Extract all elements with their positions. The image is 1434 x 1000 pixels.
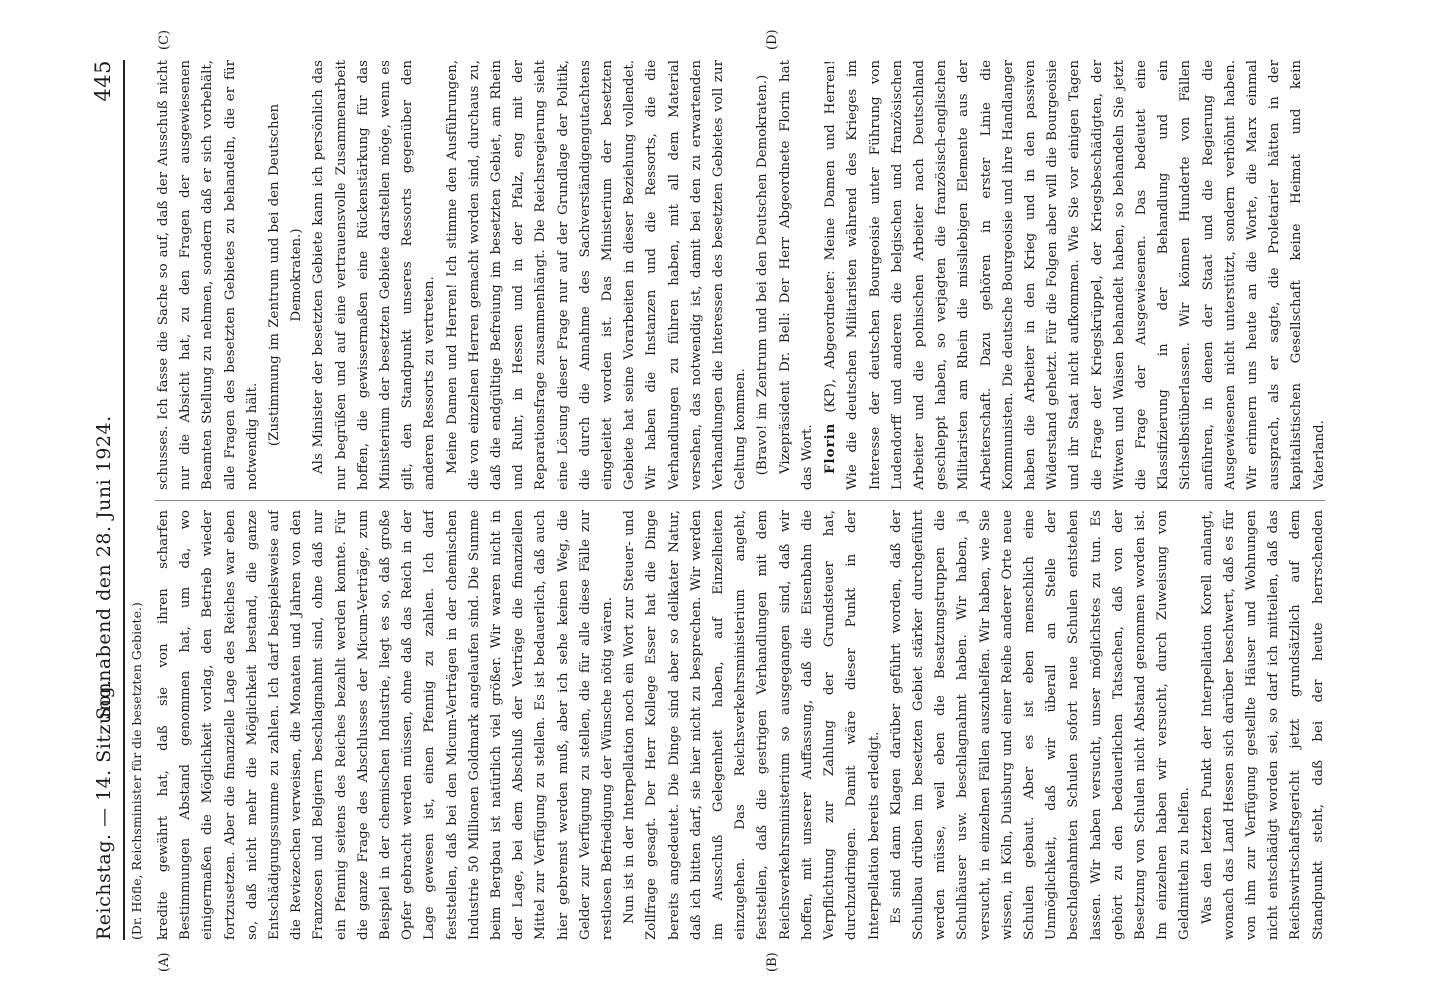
header-date: Sonnabend den 28. Juni 1924. [93,415,115,720]
paragraph [886,510,1197,940]
page-header [85,60,125,940]
paragraph [308,60,441,490]
speaker-subheading: (Dr. Höfle, Reichsminister für die besetzten Gebiete.) [129,602,144,940]
paragraph [153,60,264,490]
paragraph-text: schusses. Ich fasse die Sache so auf, daß der Ausschuß nicht nur die Absicht hat, zu den Fragen der ausgewiesenen Beamten Stellung zu nehmen, sondern daß er sich vorbehält, alle Fragen des besetzten Gebietes zu behandeln, die er für notwendig hält. [156,60,260,490]
paragraph-text: (KP), Abgeordneter: Meine Damen und Herren! Wie die deutschen Militaristen während des Krieges im Interesse der deutschen Bourgeoisie unter Führung von Ludendorff und anderen die belgischen und französischen Arbeiter und die polnischen Arbeiter nach Deutschland geschleppt haben, so verjagten die französisch-englischen Militaristen am Rhein die missliebigen Elemente aus der Arbeiterschaft. Dazu gehören in erster Linie die Kommunisten. Die deutsche Bourgeoisie und ihre Handlanger haben die Arbeiter in den Krieg und in den passiven Widerstand gehetzt. Für die Folgen aber will die Bourgeoisie und ihr Staat nicht aufkommen. Wie Sie vor einigen Tagen die Frage der Kriegskrüppel, der Kriegsbeschädigten, der Witwen und Waisen behandelt haben, so behandeln Sie jetzt die Frage der Ausgewiesenen. Das bedeutet eine Klassifizierung in der Behandlung und ein Sichselbstüberlassen. Wir können Hunderte von Fällen anführen, in denen der Staat und die Regierung die Ausgewiesenen nicht unterstützt, sondern verhöhnt haben. Wir erinnern uns heute an die Worte, die Marx einmal aussprach, als er sagte, die Proletarier hätten in der kapitalistischen Gesellschaft keine Heimat und kein Vaterland. [823,60,1327,490]
paragraph [1331,60,1333,490]
paragraph [775,60,819,490]
paragraph-text: Vizepräsident Dr. Bell: Der Herr Abgeordnete Florin hat das Wort. [777,60,815,490]
speaker-name: Florin [822,422,839,474]
paragraph-text: Nun ist in der Interpellation noch ein Wort zur Steuer- und Zollfrage gesagt. Der Herr Kollege Esser hat die Dinge bereits angedeutet. Die Dinge sind aber so delikater Natur, daß ich bitten darf, sie hier nicht zu besprechen. Wir werden im Ausschuß Gelegenheit haben, auf Einzelheiten einzugehen. Das Reichsverkehrsministerium angeht, feststellen, daß die gestrigen Verhandlungen mit dem Reichsverkehrsministerium so ausgegangen sind, daß wir hoffen, mit unserer Auffassung, daß die Eisenbahn die Verpflichtung zur Zahlung der Grundsteuer hat, durchzudringen. Damit wäre dieser Punkt in der Interpellation bereits erledigt. [622,510,882,940]
paragraph-text: (Bravo! im Zentrum und bei den Deutschen Demokraten.) [755,74,771,476]
paragraph-text: kredite gewährt hat, daß sie von ihren scharfen Bestimmungen Abstand genommen hat, um da, wo einigermaßen die Möglichkeit vorlag, den Betrieb wieder fortzusetzen. Aber die finanzielle Lage des Reiches war eben so, daß nicht mehr die Möglichkeit bestand, die ganze Entschädigungssumme zu zahlen. Ich darf beispielsweise auf die Reviezechen verweisen, die Monaten und Jahren von den Franzosen und Belgiern beschlagnahmt sind, ohne daß nur ein Pfennig seitens des Reiches bezahlt werden konnte. Für die ganze Frage des Abschlusses der Micum-Verträge, zum Beispiel in der chemischen Industrie, liegt es so, daß große Opfer gebracht werden müssen, ohne daß das Reich in der Lage gewesen ist, einen Pfennig zu zahlen. Ich darf feststellen, daß bei den Micum-Verträgen in der chemischen Industrie 50 Millionen Goldmark angelaufen sind. Die Summe beim Bergbau ist natürlich viel größer. Wir waren nicht in der Lage, bei dem Abschluß der Verträge die finanziellen Mittel zur Verfügung zu stellen. Es ist bedauerlich, daß auch hier gebremst werden muß, aber ich sehe keinen Weg, die Gelder zur Verfügung zu stellen, die für alle diese Fälle zur restlosen Befriedigung der Wünsche nötig wären. [156,510,616,940]
paragraph [153,510,619,940]
page-number: 445 [91,60,115,102]
paragraph-text: Als Minister der besetzten Gebiete kann ich persönlich das nur begrüßen und auf eine vertrauensvolle Zusammenarbeit hoffen, die gewissermaßen eine Rückenstärkung für das Ministerium der besetzten Gebiete darstellen möge, wenn es gilt, den Standpunkt unseres Ressorts gegenüber den anderen Ressorts zu vertreten. [311,60,438,490]
paragraph [619,510,885,940]
right-text-column [153,60,1333,490]
paragraph [264,60,308,490]
rotated-document-page [65,20,1355,980]
margin-mark-a: (A) [157,952,172,972]
paragraph [752,60,774,490]
margin-mark-c: (C) [157,29,172,50]
paragraph [442,60,753,490]
left-text-column [153,510,1333,940]
margin-mark-b: (B) [765,952,780,972]
paragraph [1197,510,1333,940]
paragraph-text: Meine Damen und Herren! Ich stimme den Ausführungen, die von einzelnen Herren gemacht worden sind, durchaus zu, daß die endgültige Befreiung im besetzten Gebiet, am Rhein und Ruhr, in Hessen und in der Pfalz, eng mit der Reparationsfrage zusammenhängt. Die Reichsregierung sieht eine Lösung dieser Frage nur auf der Grundlage der Politik, die durch die Annahme des Sachverständigengutachtens eingeleitet worden ist. Das Ministerium der besetzten Gebiete hat seine Vorarbeiten in dieser Beziehung vollendet. Wir haben die Instanzen und die Ressorts, die die Verhandlungen zu führen haben, mit all dem Material versehen, das notwendig ist, damit bei den zu erwartenden Verhandlungen die Interessen des besetzten Gebietes voll zur Geltung kommen. [444,60,749,490]
header-left: Reichstag. — 14. Sitzung. [93,679,115,940]
digitization-credit [1418,8,1432,992]
paragraph-text: Was den letzten Punkt der Interpellation Korell anlangt, wonach das Land Hessen sich darüber beschwert, daß es für von ihm zur Verfügung gestellte Häuser und Wohnungen nicht entschädigt worden sei, so darf ich mitteilen, daß das Reichswirtschaftsgericht jetzt grundsätzlich auf dem Standpunkt steht, daß bei der heute herrschenden [1199,510,1326,940]
paragraph [819,60,1331,490]
header-rule [123,60,125,940]
column-divider [155,500,1325,501]
margin-mark-d: (D) [765,29,780,50]
paragraph-text: (Zustimmung im Zentrum und bei den Deutschen Demokraten.) [267,103,305,447]
paragraph-text: Es sind dann Klagen darüber geführt worden, daß der Schulbau drüben im besetzten Gebiet stärker durchgeführt werden müsse, weil eben die Besatzungstruppen die Schulhäuser usw. beschlagnahmt haben. Wir haben, ja versucht, in einzelnen Fällen auszuhelfen. Wir haben, wie Sie wissen, in Köln, Duisburg und einer Reihe anderer Orte neue Schulen gebaut. Aber es ist eben menschlich eine Unmöglichkeit, daß wir überall an Stelle der beschlagnahmten Schulen sofort neue Schulen entstehen lassen. Wir haben versucht, unser möglichstes zu tun. Es gehört zu den bedauerlichen Tatsachen, daß von der Besetzung von Schulen nicht Abstand genommen worden ist. Im einzelnen haben wir versucht, durch Zuweisung von Geldmitteln zu helfen. [888,510,1193,940]
